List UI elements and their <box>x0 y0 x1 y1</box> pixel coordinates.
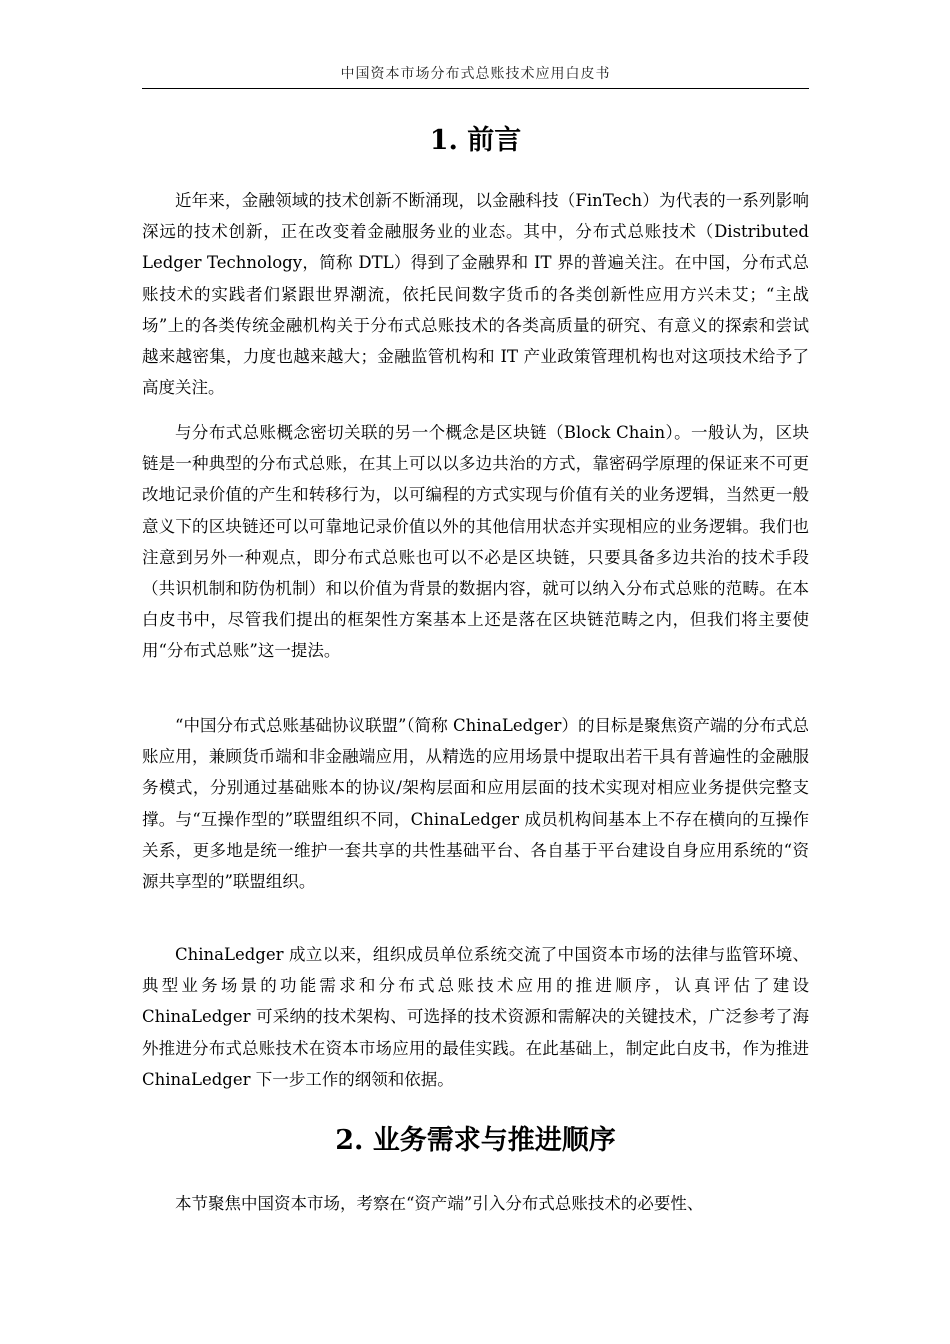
paragraph: 与分布式总账概念密切关联的另一个概念是区块链（Block Chain）。一般认为，区块链是一种典型的分布式总账，在其上可以以多边共治的方式，靠密码学原理的保证来不可更改地记录价值的产生和转移行为，以可编程的方式实现与价值有关的业务逻辑，当然更一般意义下的区块链还可以可靠地记录价值以外的其他信用状态并实现相应的业务逻辑。我们也注意到另外一种观点，即分布式总账也可以不必是区块链，只要具备多边共治的技术手段（共识机制和防伪机制）和以价值为背景的数据内容，就可以纳入分布式总账的范畴。在本白皮书中，尽管我们提出的框架性方案基本上还是落在区块链范畴之内，但我们将主要使用“分布式总账”这一提法。 <box>142 423 809 661</box>
paragraph: 本节聚焦中国资本市场，考察在“资产端”引入分布式总账技术的必要性、 <box>175 1194 704 1213</box>
section-heading-preface: 1. 前言 <box>429 125 522 156</box>
section-heading-business-requirements: 2. 业务需求与推进顺序 <box>335 1125 616 1156</box>
paragraph: “中国分布式总账基础协议联盟”（简称 ChinaLedger）的目标是聚焦资产端的分布式总账应用，兼顾货币端和非金融端应用，从精选的应用场景中提取出若干具有普遍性的金融服务模式，分别通过基础账本的协议/架构层面和应用层面的技术实现对相应业务提供完整支撑。与“互操作型的”联盟组织不同，ChinaLedger 成员机构间基本上不存在横向的互操作关系，更多地是统一维护一套共享的共性基础平台、各自基于平台建设自身应用系统的“资源共享型的”联盟组织。 <box>142 716 809 892</box>
header-divider <box>142 88 809 89</box>
paragraph: 近年来，金融领域的技术创新不断涌现，以金融科技（FinTech）为代表的一系列影响深远的技术创新，正在改变着金融服务业的业态。其中，分布式总账技术（Distributed Ledger Technology，简称 DTL）得到了金融界和 IT 界的普遍关注。在中国，分布式总账技术的实践者们紧跟世界潮流，依托民间数字货币的各类创新性应用方兴未艾；“主战场”上的各类传统金融机构关于分布式总账技术的各类高质量的研究、有意义的探索和尝试越来越密集，力度也越来越大；金融监管机构和 IT 产业政策管理机构也对这项技术给予了高度关注。 <box>142 191 809 398</box>
running-header: 中国资本市场分布式总账技术应用白皮书 <box>340 66 611 82</box>
paragraph: ChinaLedger 成立以来，组织成员单位系统交流了中国资本市场的法律与监管环境、典型业务场景的功能需求和分布式总账技术应用的推进顺序，认真评估了建设 ChinaLedger 可采纳的技术架构、可选择的技术资源和需解决的关键技术，广泛参考了海外推进分布式总账技术在资本市场应用的最佳实践。在此基础上，制定此白皮书，作为推进 ChinaLedger 下一步工作的纲领和依据。 <box>142 945 809 1089</box>
